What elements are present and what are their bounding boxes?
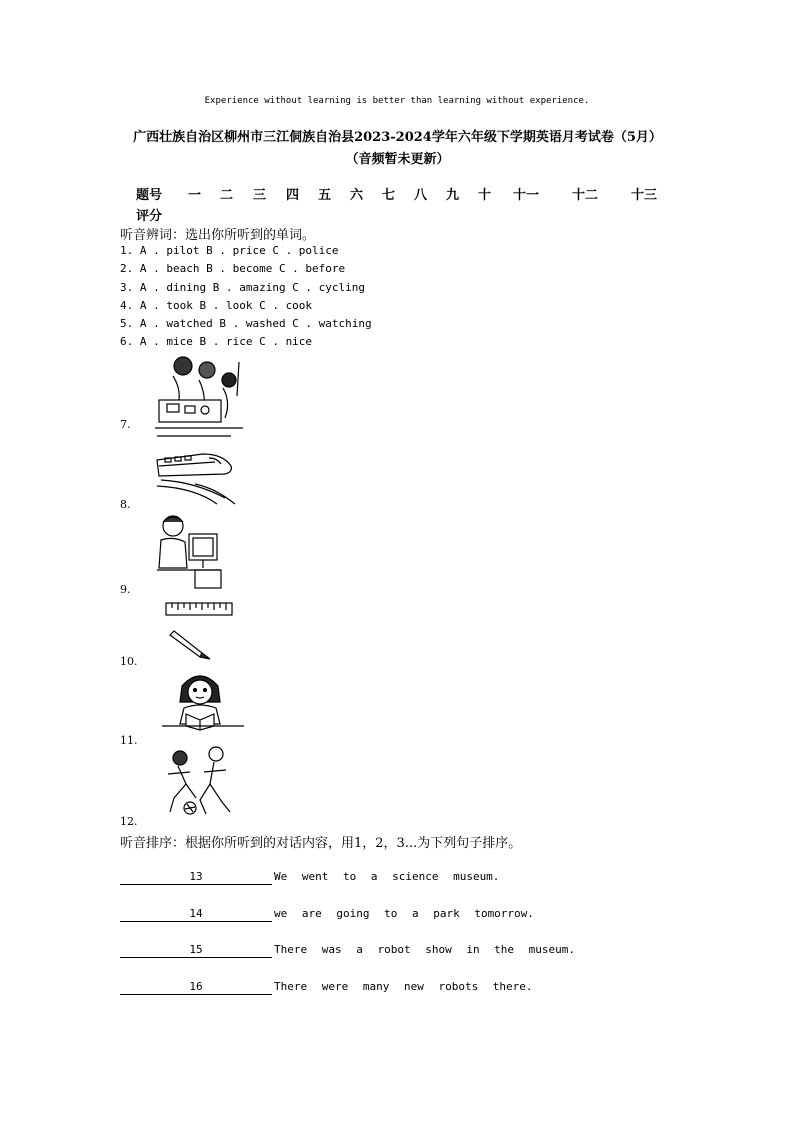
- picture-number: 10.: [120, 655, 138, 668]
- score-col: 十一: [513, 188, 540, 203]
- question-3: 3. A . dining B . amazing C . cycling: [120, 281, 366, 294]
- score-col: 六: [350, 188, 364, 203]
- sentence: we are going to a park tomorrow.: [274, 907, 534, 920]
- score-col: 一: [188, 188, 202, 203]
- score-col: 十: [478, 188, 492, 203]
- page-title: 广西壮族自治区柳州市三江侗族自治县2023-2024学年六年级下学期英语月考试卷（5月）（音频暂未更新）: [133, 130, 662, 167]
- boy-computer-icon: [155, 512, 225, 590]
- bullet-train-icon: [155, 446, 239, 506]
- picture-number: 12.: [120, 815, 138, 828]
- score-col: 九: [446, 188, 460, 203]
- score-col: 十三: [631, 188, 658, 203]
- question-2: 2. A . beach B . become C . before: [120, 262, 346, 275]
- question-5: 5. A . watched B . washed C . watching: [120, 317, 372, 330]
- section-2-heading: 听音排序：根据你所听到的对话内容，用1，2，3...为下列句子排序。: [120, 836, 522, 851]
- score-col: 三: [253, 188, 267, 203]
- sentence: There were many new robots there.: [274, 980, 533, 993]
- picnic-family-icon: [155, 352, 245, 438]
- score-col: 四: [286, 188, 300, 203]
- question-4: 4. A . took B . look C . cook: [120, 299, 313, 312]
- section-1-heading: 听音辨词：选出你所听到的单词。: [120, 228, 316, 243]
- question-1: 1. A . pilot B . price C . police: [120, 244, 339, 257]
- picture-number: 9.: [120, 583, 131, 596]
- item-number: 15: [189, 943, 203, 956]
- item-number: 16: [189, 980, 203, 993]
- score-col: 八: [414, 188, 428, 203]
- item-number: 13: [189, 870, 203, 883]
- motto: Experience without learning is better than learning without experience.: [204, 96, 590, 106]
- girl-reading-icon: [160, 668, 246, 734]
- picture-number: 8.: [120, 498, 131, 511]
- score-col: 十二: [572, 188, 599, 203]
- ruler-pencil-icon: [160, 601, 240, 663]
- score-header-label: 题号: [136, 188, 163, 203]
- score-col: 七: [382, 188, 396, 203]
- score-col: 五: [318, 188, 332, 203]
- sentence: There was a robot show in the museum.: [274, 943, 576, 956]
- question-6: 6. A . mice B . rice C . nice: [120, 335, 313, 348]
- picture-number: 7.: [120, 418, 131, 431]
- boys-football-icon: [160, 746, 240, 820]
- sentence: We went to a science museum.: [274, 870, 500, 883]
- score-row-label: 评分: [136, 209, 163, 224]
- picture-number: 11.: [120, 734, 138, 747]
- item-number: 14: [189, 907, 203, 920]
- score-col: 二: [220, 188, 234, 203]
